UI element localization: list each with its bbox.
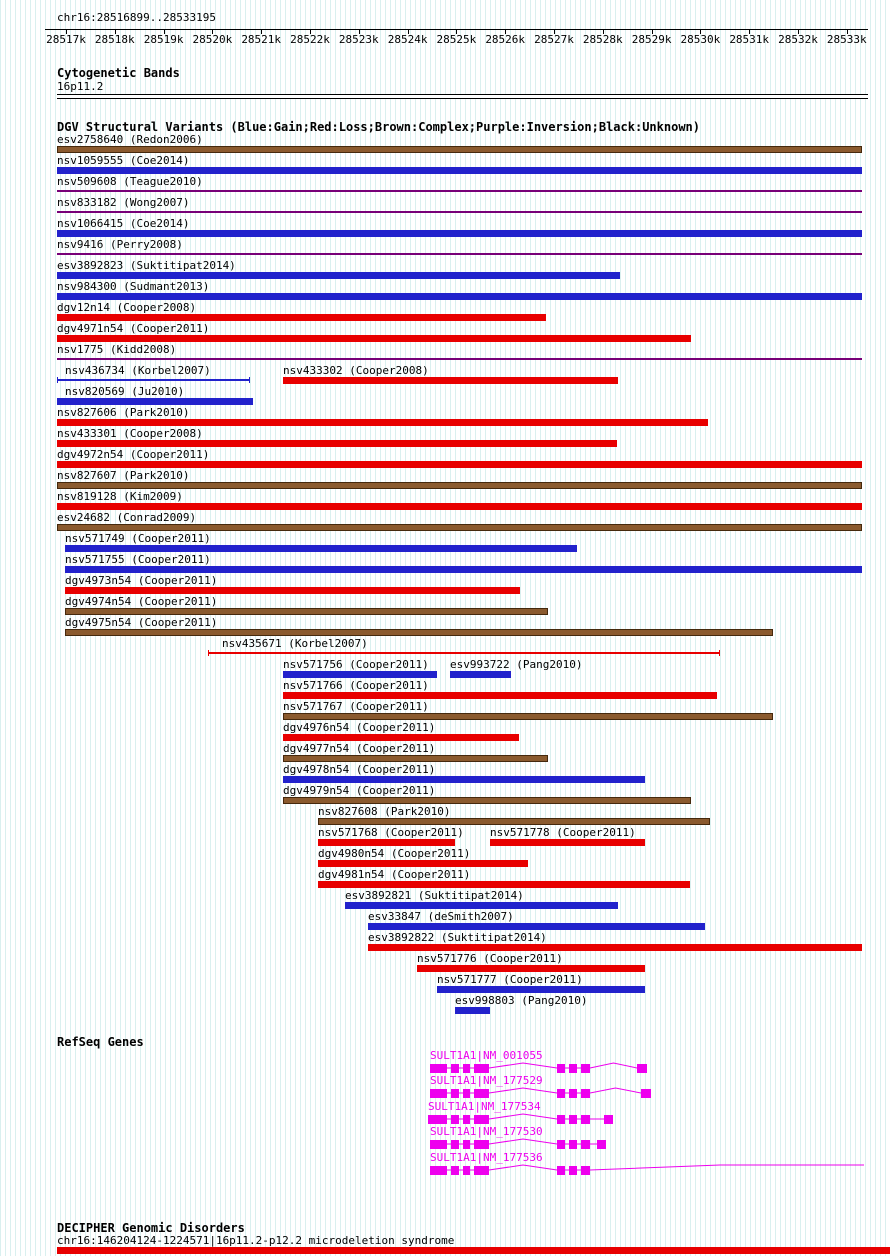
- ruler-tick-label: 28520k: [192, 33, 233, 46]
- intron-line: [489, 1165, 557, 1170]
- variant-bar[interactable]: [417, 965, 645, 972]
- exon-box: [430, 1166, 447, 1175]
- variant-label[interactable]: nsv827606 (Park2010): [57, 406, 190, 419]
- variant-bar[interactable]: [57, 253, 862, 255]
- variant-bar[interactable]: [57, 419, 708, 426]
- intron-line: [489, 1139, 557, 1144]
- variant-bar[interactable]: [57, 503, 862, 510]
- gene-label[interactable]: SULT1A1|NM_177530: [430, 1125, 543, 1139]
- ruler-tick-label: 28530k: [680, 33, 721, 46]
- exon-box: [569, 1089, 577, 1098]
- decipher-entry-label[interactable]: chr16:146204124-1224571|16p11.2-p12.2 microdeletion syndrome: [57, 1234, 455, 1247]
- exon-box: [474, 1089, 489, 1098]
- variant-label[interactable]: nsv571767 (Cooper2011): [283, 700, 429, 713]
- ruler-tick-label: 28533k: [826, 33, 867, 46]
- refseq-title: RefSeq Genes: [57, 1035, 144, 1049]
- variant-label[interactable]: nsv1066415 (Coe2014): [57, 217, 190, 230]
- intron-line: [489, 1063, 557, 1068]
- variant-bar[interactable]: [368, 923, 705, 930]
- exon-box: [451, 1166, 459, 1175]
- variant-label[interactable]: nsv571778 (Cooper2011): [490, 826, 636, 839]
- variant-bar[interactable]: [283, 776, 645, 783]
- ruler-tick-label: 28524k: [387, 33, 428, 46]
- cytogenetic-band-bar: [57, 94, 868, 99]
- ruler-tick-label: 28521k: [241, 33, 282, 46]
- variant-label[interactable]: nsv827607 (Park2010): [57, 469, 190, 482]
- variant-bar[interactable]: [65, 587, 520, 594]
- exon-box: [451, 1064, 459, 1073]
- exon-box: [474, 1140, 489, 1149]
- variant-bar[interactable]: [368, 944, 862, 951]
- exon-box: [557, 1089, 565, 1098]
- variant-bar[interactable]: [437, 986, 645, 993]
- exon-box: [597, 1140, 606, 1149]
- ruler-tick-label: 28532k: [778, 33, 818, 46]
- intron-line: [489, 1114, 557, 1119]
- variant-label[interactable]: esv2758640 (Redon2006): [57, 133, 203, 146]
- variant-bar[interactable]: [57, 461, 862, 468]
- variant-bar[interactable]: [57, 167, 862, 174]
- variant-bar[interactable]: [283, 797, 691, 804]
- variant-label[interactable]: nsv509608 (Teague2010): [57, 175, 203, 188]
- ruler-tick-label: 28525k: [436, 33, 477, 46]
- variant-label[interactable]: dgv4980n54 (Cooper2011): [318, 847, 471, 860]
- variant-label[interactable]: nsv571749 (Cooper2011): [65, 532, 211, 545]
- ruler-tick-label: 28523k: [338, 33, 379, 46]
- exon-box: [474, 1166, 489, 1175]
- variant-bar[interactable]: [57, 482, 862, 489]
- exon-box: [641, 1089, 651, 1098]
- exon-box: [430, 1089, 447, 1098]
- variant-label[interactable]: nsv571755 (Cooper2011): [65, 553, 211, 566]
- variant-endcap: [249, 377, 250, 383]
- exon-box: [463, 1089, 470, 1098]
- ruler-tick-label: 28526k: [485, 33, 526, 46]
- variant-bar[interactable]: [65, 629, 773, 636]
- variant-bar[interactable]: [318, 881, 690, 888]
- variant-bar[interactable]: [283, 734, 519, 741]
- ruler-tick-label: 28529k: [631, 33, 672, 46]
- variant-endcap: [57, 377, 58, 383]
- exon-box: [569, 1064, 577, 1073]
- variant-bar[interactable]: [318, 818, 710, 825]
- dgv-title: DGV Structural Variants (Blue:Gain;Red:Loss;Brown:Complex;Purple:Inversion;Black:Unknown): [57, 120, 700, 134]
- ruler-tick-label: 28518k: [94, 33, 135, 46]
- variant-bar[interactable]: [345, 902, 618, 909]
- exon-box: [557, 1140, 565, 1149]
- variant-label[interactable]: esv3892823 (Suktitipat2014): [57, 259, 236, 272]
- exon-box: [557, 1166, 565, 1175]
- cytogenetic-band-label: 16p11.2: [57, 80, 104, 93]
- variant-label[interactable]: dgv12n14 (Cooper2008): [57, 301, 197, 314]
- intron-line: [590, 1088, 641, 1093]
- variant-bar[interactable]: [57, 146, 862, 153]
- variant-label[interactable]: nsv9416 (Perry2008): [57, 238, 183, 251]
- exon-box: [463, 1115, 470, 1124]
- variant-label[interactable]: esv33847 (deSmith2007): [368, 910, 514, 923]
- intron-line: [590, 1165, 864, 1170]
- exon-box: [474, 1064, 489, 1073]
- gene-structure[interactable]: [429, 1163, 866, 1179]
- variant-label[interactable]: dgv4976n54 (Cooper2011): [283, 721, 436, 734]
- exon-box: [430, 1064, 447, 1073]
- intron-line: [489, 1088, 557, 1093]
- variant-label[interactable]: nsv827608 (Park2010): [318, 805, 451, 818]
- variant-bar[interactable]: [318, 860, 528, 867]
- variant-bar[interactable]: [57, 190, 862, 192]
- exon-box: [451, 1140, 459, 1149]
- exon-box: [451, 1115, 459, 1124]
- variant-label[interactable]: nsv571777 (Cooper2011): [437, 973, 583, 986]
- ruler-tick-label: 28519k: [143, 33, 184, 46]
- variant-label[interactable]: dgv4972n54 (Cooper2011): [57, 448, 210, 461]
- gene-label[interactable]: SULT1A1|NM_001055: [430, 1049, 543, 1062]
- variant-label[interactable]: nsv1775 (Kidd2008): [57, 343, 177, 356]
- variant-label[interactable]: esv24682 (Conrad2009): [57, 511, 197, 524]
- variant-bar[interactable]: [57, 379, 250, 381]
- variant-label[interactable]: nsv433301 (Cooper2008): [57, 427, 203, 440]
- exon-box: [581, 1089, 590, 1098]
- variant-bar[interactable]: [283, 377, 618, 384]
- variant-bar[interactable]: [283, 713, 773, 720]
- variant-bar[interactable]: [57, 272, 620, 279]
- variant-bar[interactable]: [490, 839, 645, 846]
- exon-box: [557, 1064, 565, 1073]
- exon-box: [428, 1115, 447, 1124]
- variant-bar[interactable]: [57, 335, 691, 342]
- ruler-tick-label: 28527k: [534, 33, 574, 46]
- exon-box: [569, 1166, 577, 1175]
- variant-bar[interactable]: [208, 652, 720, 654]
- ruler-tick-label: 28517k: [46, 33, 86, 46]
- exon-box: [463, 1166, 470, 1175]
- variant-label[interactable]: nsv435671 (Korbel2007): [222, 637, 368, 650]
- gene-label[interactable]: SULT1A1|NM_177536: [430, 1150, 543, 1164]
- ruler-tick-label: 28528k: [582, 33, 623, 46]
- variant-label[interactable]: esv3892821 (Suktitipat2014): [345, 889, 524, 902]
- variant-label[interactable]: nsv833182 (Wong2007): [57, 196, 190, 209]
- ruler-tick-label: 28522k: [290, 33, 330, 46]
- variant-bar[interactable]: [57, 314, 546, 321]
- variant-label[interactable]: dgv4979n54 (Cooper2011): [283, 784, 436, 797]
- decipher-title: DECIPHER Genomic Disorders: [57, 1221, 245, 1235]
- variant-bar[interactable]: [57, 358, 862, 360]
- variant-bar[interactable]: [283, 671, 437, 678]
- exon-box: [463, 1140, 470, 1149]
- variant-bar[interactable]: [57, 293, 862, 300]
- exon-box: [430, 1140, 447, 1149]
- decipher-bar[interactable]: [57, 1247, 890, 1254]
- variant-label[interactable]: nsv571776 (Cooper2011): [417, 952, 563, 965]
- variant-label[interactable]: nsv820569 (Ju2010): [65, 385, 185, 398]
- exon-box: [637, 1064, 647, 1073]
- variant-label[interactable]: esv993722 (Pang2010): [450, 658, 583, 671]
- variant-bar[interactable]: [65, 545, 577, 552]
- region-label: chr16:28516899..28533195: [57, 11, 216, 24]
- variant-label[interactable]: nsv571768 (Cooper2011): [318, 826, 464, 839]
- variant-bar[interactable]: [318, 839, 455, 846]
- variant-label[interactable]: esv998803 (Pang2010): [455, 994, 588, 1007]
- gene-label[interactable]: SULT1A1|NM_177529: [430, 1074, 543, 1088]
- variant-bar[interactable]: [57, 440, 617, 447]
- variant-label[interactable]: nsv433302 (Cooper2008): [283, 364, 429, 377]
- variant-label[interactable]: nsv1059555 (Coe2014): [57, 154, 190, 167]
- exon-box: [581, 1115, 590, 1124]
- variant-bar[interactable]: [283, 755, 548, 762]
- variant-label[interactable]: nsv436734 (Korbel2007): [65, 364, 211, 377]
- variant-label[interactable]: nsv819128 (Kim2009): [57, 490, 183, 503]
- variant-label[interactable]: dgv4974n54 (Cooper2011): [65, 595, 218, 608]
- exon-box: [463, 1064, 470, 1073]
- variant-bar[interactable]: [57, 398, 253, 405]
- variant-label[interactable]: dgv4978n54 (Cooper2011): [283, 763, 436, 776]
- exon-box: [581, 1166, 590, 1175]
- variant-endcap: [208, 650, 209, 656]
- variant-endcap: [719, 650, 720, 656]
- intron-line: [590, 1063, 637, 1068]
- variant-label[interactable]: dgv4975n54 (Cooper2011): [65, 616, 218, 629]
- variant-label[interactable]: nsv984300 (Sudmant2013): [57, 280, 210, 293]
- variant-bar[interactable]: [57, 524, 862, 531]
- variant-bar[interactable]: [57, 211, 862, 213]
- gene-label[interactable]: SULT1A1|NM_177534: [428, 1099, 541, 1113]
- variant-bar[interactable]: [450, 671, 511, 678]
- exon-box: [569, 1115, 577, 1124]
- variant-label[interactable]: dgv4971n54 (Cooper2011): [57, 322, 210, 335]
- variant-label[interactable]: nsv571766 (Cooper2011): [283, 679, 429, 692]
- variant-bar[interactable]: [455, 1007, 490, 1014]
- exon-box: [604, 1115, 613, 1124]
- exon-box: [474, 1115, 489, 1124]
- variant-bar[interactable]: [65, 608, 548, 615]
- variant-label[interactable]: nsv571756 (Cooper2011): [283, 658, 429, 671]
- variant-bar[interactable]: [65, 566, 862, 573]
- variant-bar[interactable]: [57, 230, 862, 237]
- ruler-tick-label: 28531k: [729, 33, 770, 46]
- variant-label[interactable]: dgv4973n54 (Cooper2011): [65, 574, 218, 587]
- exon-box: [451, 1089, 459, 1098]
- variant-label[interactable]: esv3892822 (Suktitipat2014): [368, 931, 547, 944]
- exon-box: [581, 1064, 590, 1073]
- variant-label[interactable]: dgv4981n54 (Cooper2011): [318, 868, 471, 881]
- exon-box: [557, 1115, 565, 1124]
- exon-box: [581, 1140, 590, 1149]
- variant-label[interactable]: dgv4977n54 (Cooper2011): [283, 742, 436, 755]
- variant-bar[interactable]: [283, 692, 717, 699]
- exon-box: [569, 1140, 577, 1149]
- cytogenetic-title: Cytogenetic Bands: [57, 66, 180, 80]
